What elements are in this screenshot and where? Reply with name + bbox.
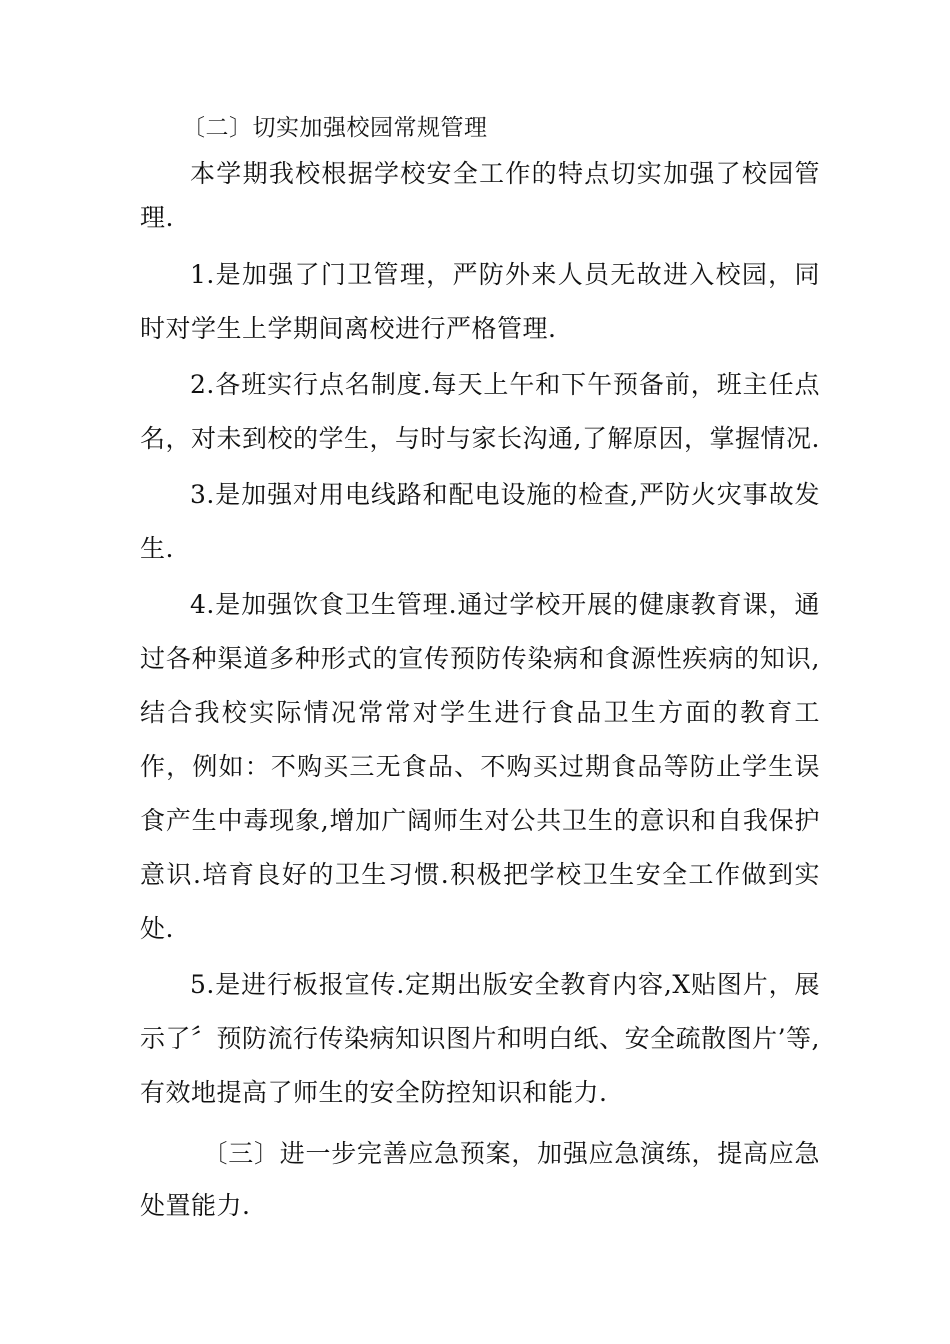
list-item-3: 3.是加强对用电线路和配电设施的检查,严防火灾事故发生.	[140, 480, 820, 563]
section-intro-paragraph: 本学期我校根据学校安全工作的特点切实加强了校园管理.	[140, 159, 820, 232]
list-item-5: 5.是进行板报宣传.定期出版安全教育内容,X贴图片，展示了〞预防流行传染病知识图片和明白纸、安全疏散图片’等,有效地提高了师生的安全防控知识和能力.	[140, 970, 820, 1107]
list-item-2: 2.各班实行点名制度.每天上午和下午预备前，班主任点名，对未到校的学生，与时与家长沟通,了解原因，掌握情况.	[140, 370, 820, 453]
list-item-1: 1.是加强了门卫管理，严防外来人员无故进入校园，同时对学生上学期间离校进行严格管理.	[140, 260, 820, 343]
list-item-4: 4.是加强饮食卫生管理.通过学校开展的健康教育课，通过各种渠道多种形式的宣传预防传染病和食源性疾病的知识,结合我校实际情况常常对学生进行食品卫生方面的教育工作，例如：不购买三无食品、不购买过期食品等防止学生误食产生中毒现象,增加广阔师生对公共卫生的意识和自我保护意识.培育良好的卫生习惯.积极把学校卫生安全工作做到实处.	[140, 590, 820, 943]
document-page	[140, 110, 820, 1232]
section-heading-2: 〔二〕切实加强校园常规管理	[182, 115, 488, 141]
section-heading-3: 〔三〕进一步完善应急预案，加强应急演练，提高应急处置能力.	[140, 1139, 820, 1220]
